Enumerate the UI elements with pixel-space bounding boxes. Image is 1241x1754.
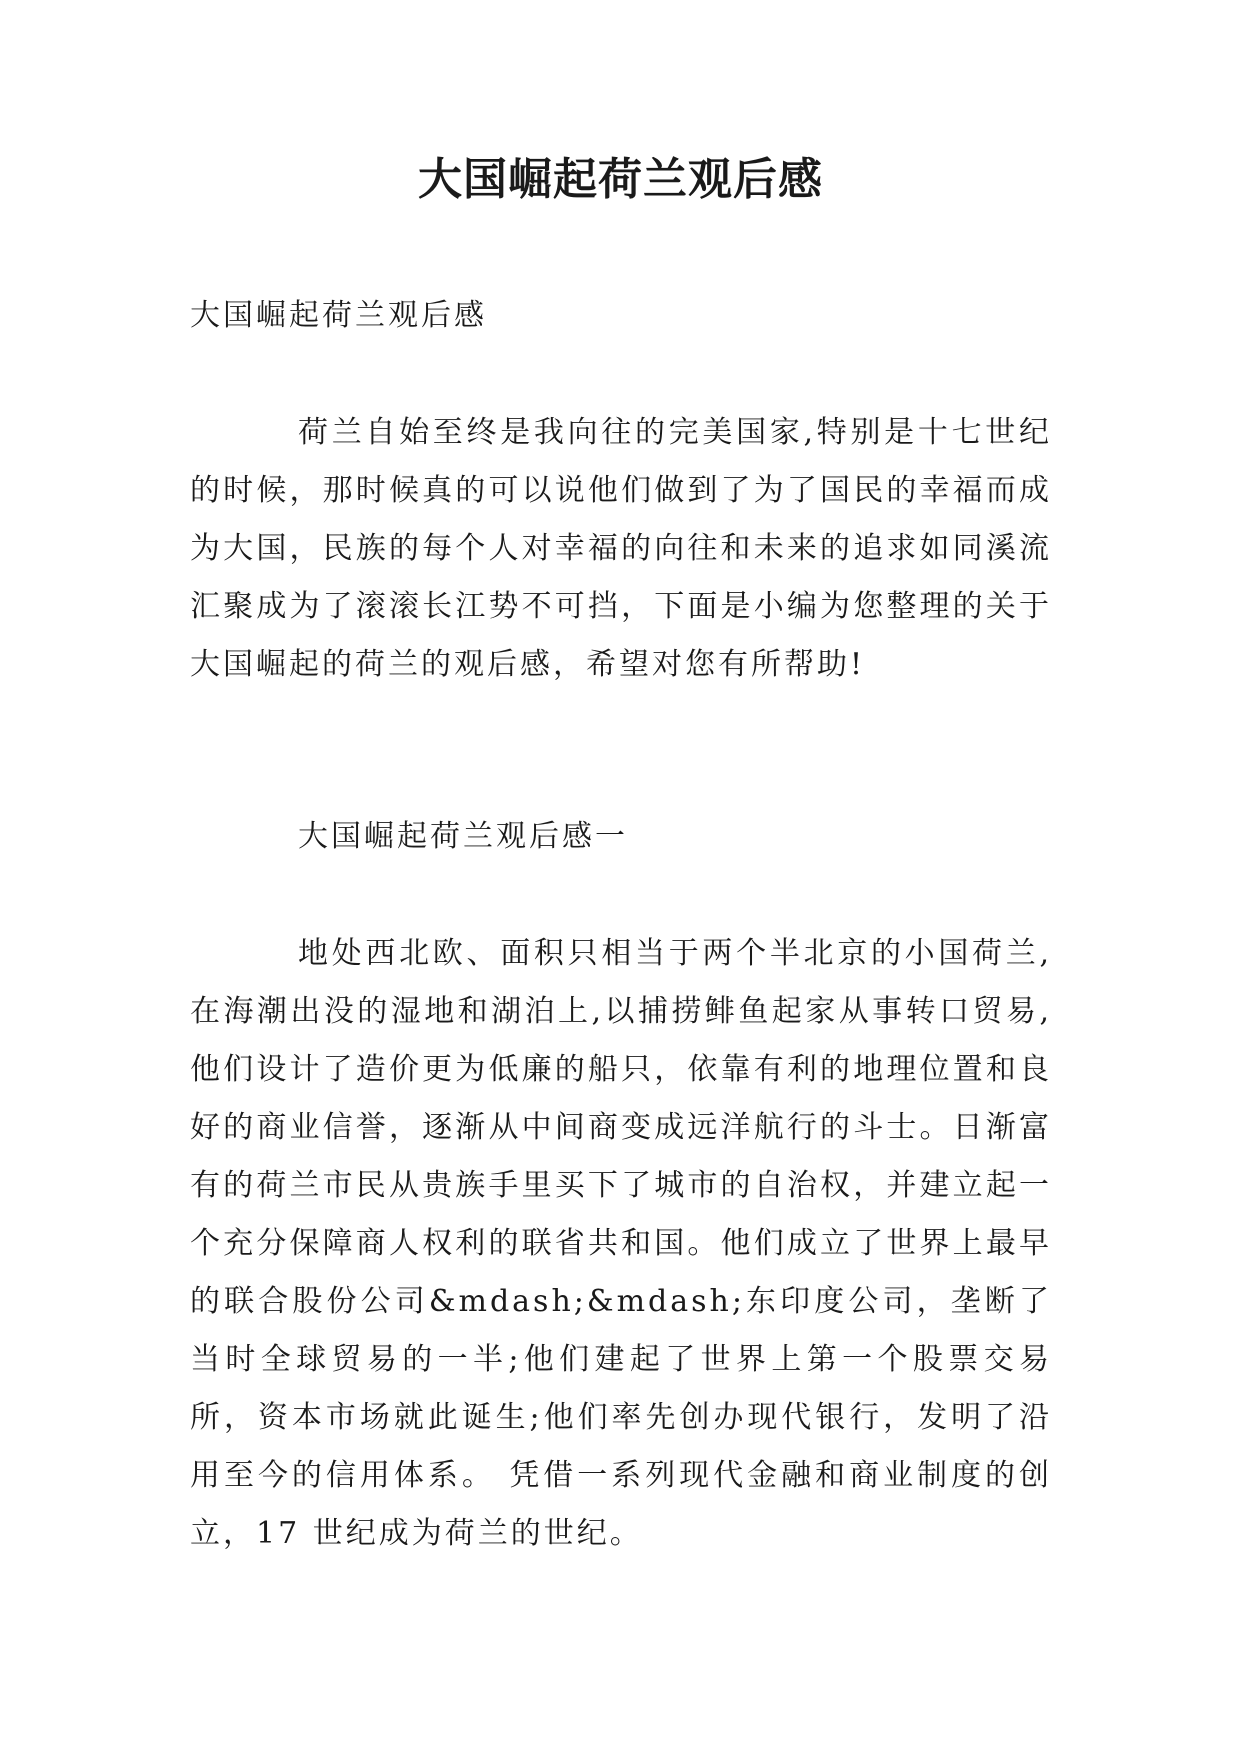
body-paragraph: 地处西北欧、面积只相当于两个半北京的小国荷兰,在海潮出没的湿地和湖泊上,以捕捞鲱鱼起家从事转口贸易,他们设计了造价更为低廉的船只，依靠有利的地理位置和良好的商业信誉，逐渐从中间商变成远洋航行的斗士。日渐富有的荷兰市民从贵族手里买下了城市的自治权，并建立起一个充分保障商人权利的联省共和国。他们成立了世界上最早的联合股份公司&mdash;&mdash;东印度公司，垄断了当时全球贸易的一半;他们建起了世界上第一个股票交易所，资本市场就此诞生;他们率先创办现代银行，发明了沿用至今的信用体系。 凭借一系列现代金融和商业制度的创立，17 世纪成为荷兰的世纪。 bbox=[190, 936, 1052, 1551]
document-title: 大国崛起荷兰观后感 bbox=[418, 154, 823, 205]
document-subtitle: 大国崛起荷兰观后感 bbox=[190, 298, 487, 333]
section-heading: 大国崛起荷兰观后感一 bbox=[298, 819, 628, 854]
intro-paragraph: 荷兰自始至终是我向往的完美国家,特别是十七世纪的时候，那时候真的可以说他们做到了为了国民的幸福而成为大国，民族的每个人对幸福的向往和未来的追求如同溪流汇聚成为了滚滚长江势不可挡，下面是小编为您整理的关于大国崛起的荷兰的观后感，希望对您有所帮助! bbox=[190, 415, 1052, 682]
